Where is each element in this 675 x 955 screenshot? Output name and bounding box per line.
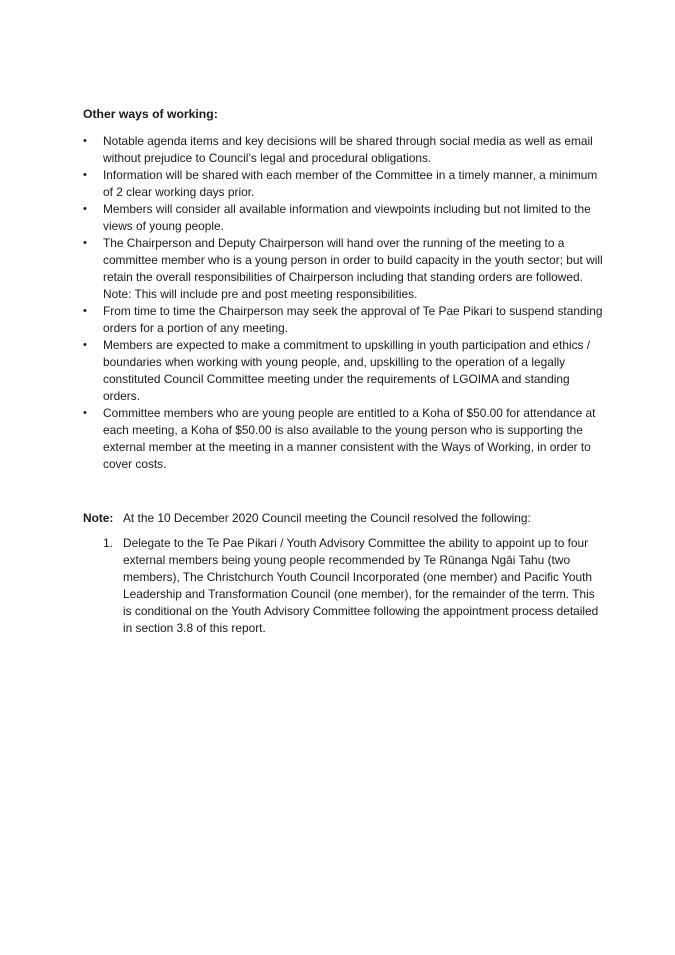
bullet-icon: • xyxy=(83,407,87,419)
list-item xyxy=(83,405,603,473)
ways-of-working-list xyxy=(83,133,603,473)
note-row xyxy=(83,510,603,527)
note-block xyxy=(83,510,603,637)
list-item-text: Members are expected to make a commitment to upskilling in youth participation and ethics / boundaries when working with young people, and, upskilling to the operation of a legally constituted Council Committee meeting under the requirements of LGOIMA and standing orders. xyxy=(103,338,591,403)
note-text: At the 10 December 2020 Council meeting the Council resolved the following: xyxy=(123,511,531,525)
bullet-icon: • xyxy=(83,237,87,249)
list-item-text: Members will consider all available information and viewpoints including but not limited to the views of young people. xyxy=(103,202,591,233)
resolution-item xyxy=(103,535,603,637)
bullet-icon: • xyxy=(83,135,87,147)
list-item xyxy=(83,337,603,405)
list-item-text: Committee members who are young people are entitled to a Koha of $50.00 for attendance at each meeting, a Koha of $50.00 is also available to the young person who is supporting the external member at the meeting in a manner consistent with the Ways of Working, in order to cover costs. xyxy=(103,406,596,471)
list-item-text: Notable agenda items and key decisions will be shared through social media as well as email without prejudice to Council’s legal and procedural obligations. xyxy=(103,134,593,165)
list-item xyxy=(83,201,603,235)
section-heading: Other ways of working: xyxy=(83,107,218,121)
list-item xyxy=(83,133,603,167)
note-label: Note: xyxy=(83,511,114,525)
list-item-text: From time to time the Chairperson may seek the approval of Te Pae Pikari to suspend standing orders for a portion of any meeting. xyxy=(103,304,603,335)
list-item xyxy=(83,235,603,303)
bullet-icon: • xyxy=(83,203,87,215)
list-item xyxy=(83,167,603,201)
list-item-text: Information will be shared with each member of the Committee in a timely manner, a minimum of 2 clear working days prior. xyxy=(103,168,598,199)
list-item xyxy=(83,303,603,337)
bullet-icon: • xyxy=(83,169,87,181)
resolution-number: 1. xyxy=(103,536,113,550)
resolution-text: Delegate to the Te Pae Pikari / Youth Advisory Committee the ability to appoint up to four external members being young people recommended by Te Rūnanga Ngāi Tahu (two members), The Christchurch Youth Council Incorporated (one member) and Pacific Youth Leadership and Transformation Council (one member), for the remainder of the term. This is conditional on the Youth Advisory Committee following the appointment process detailed in section 3.8 of this report. xyxy=(123,536,599,635)
bullet-icon: • xyxy=(83,305,87,317)
resolution-list xyxy=(103,535,603,637)
bullet-icon: • xyxy=(83,339,87,351)
list-item-text: The Chairperson and Deputy Chairperson will hand over the running of the meeting to a committee member who is a young person in order to build capacity in the youth sector; but will retain the overall responsibilities of Chairperson including that standing orders are followed. Note: This will include pre and post meeting responsibilities. xyxy=(103,236,603,301)
